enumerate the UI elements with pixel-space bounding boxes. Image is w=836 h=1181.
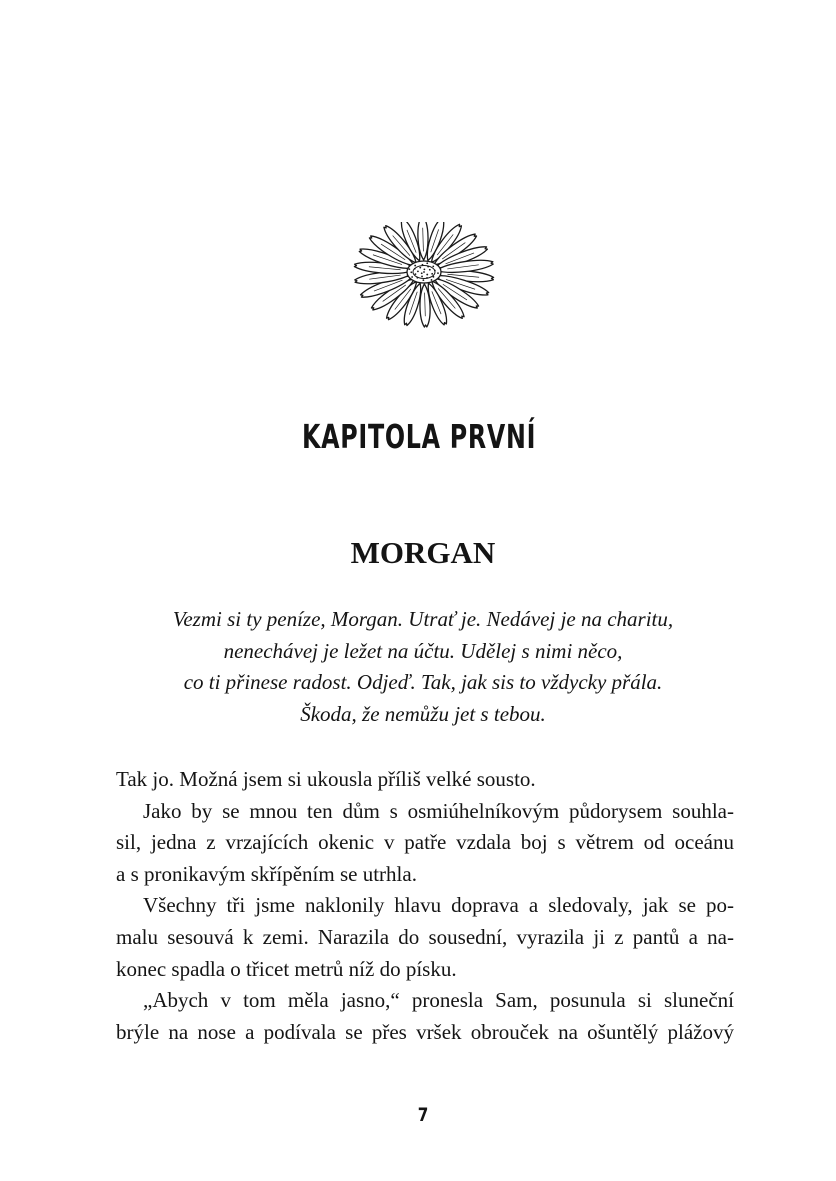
body-line: „Abych v tom měla jasno,“ pronesla Sam, posunula si sluneční bbox=[143, 988, 734, 1013]
chapter-title: KAPITOLA PRVNÍ bbox=[302, 417, 537, 456]
epigraph-line: Škoda, že nemůžu jet s tebou. bbox=[300, 701, 546, 726]
epigraph-line: Vezmi si ty peníze, Morgan. Utrať je. Nedávej je na charitu, bbox=[172, 607, 674, 631]
body-line: Tak jo. Možná jsem si ukousla příliš velké sousto. bbox=[116, 767, 536, 791]
body-line: sil, jedna z vrzajících okenic v patře vzdala boj s větrem od oceánu bbox=[116, 830, 734, 855]
epigraph-line: nenechávej je ležet na účtu. Udělej s nimi něco, bbox=[223, 638, 623, 663]
epigraph-line: co ti přinese radost. Odjeď. Tak, jak sis to vždycky přála. bbox=[183, 670, 663, 694]
chapter-narrator: MORGAN bbox=[350, 535, 496, 570]
epigraph bbox=[100, 604, 746, 730]
body-line: Jako by se mnou ten dům s osmiúhelníkovým půdorysem souhla- bbox=[143, 798, 734, 823]
daisy-flower-icon bbox=[348, 222, 498, 340]
page-number: 7 bbox=[417, 1104, 429, 1126]
body-line: malu sesouvá k zemi. Narazila do sousední, vyrazila ji z pantů a na- bbox=[116, 924, 734, 949]
body-line: konec spadla o třicet metrů níž do písku. bbox=[116, 956, 457, 981]
body-line: brýle na nose a podívala se přes vršek obrouček na ošuntělý plážový bbox=[116, 1019, 734, 1044]
body-text bbox=[116, 764, 734, 1048]
body-line: a s pronikavým skřípěním se utrhla. bbox=[116, 861, 417, 886]
body-line: Všechny tři jsme naklonily hlavu doprava a sledovaly, jak se po- bbox=[143, 893, 734, 918]
